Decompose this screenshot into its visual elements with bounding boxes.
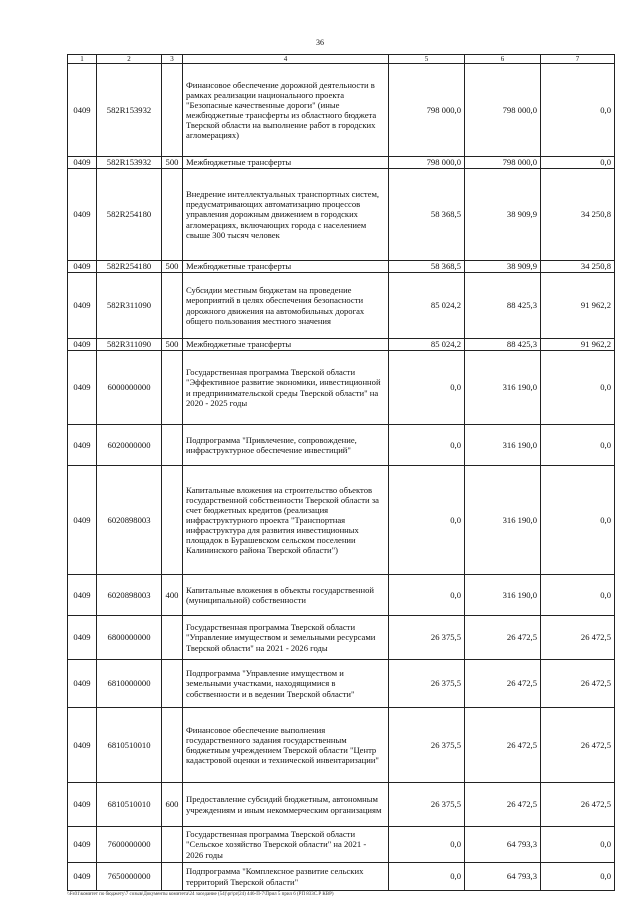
column-number: 7 <box>541 55 615 64</box>
amount-year3-cell: 0,0 <box>541 157 615 169</box>
amount-year3-cell: 26 472,5 <box>541 660 615 708</box>
amount-year2-cell: 26 472,5 <box>465 660 541 708</box>
section-code-cell: 0409 <box>68 339 97 351</box>
amount-year2-cell: 316 190,0 <box>465 351 541 425</box>
item-name-cell: Предоставление субсидий бюджетным, автономным учреждениям и иным некоммерческим организациям <box>183 783 389 827</box>
expense-type-cell: 500 <box>162 339 183 351</box>
column-number: 1 <box>68 55 97 64</box>
item-name-cell: Государственная программа Тверской области "Управление имуществом и земельными ресурсами Тверской области" на 2021 - 2026 годы <box>183 616 389 660</box>
section-code-cell: 0409 <box>68 616 97 660</box>
table-row <box>68 783 615 827</box>
table-row <box>68 169 615 261</box>
target-code-cell: 6020898003 <box>97 466 162 575</box>
amount-year2-cell: 26 472,5 <box>465 616 541 660</box>
target-code-cell: 6000000000 <box>97 351 162 425</box>
table-row <box>68 64 615 157</box>
amount-year3-cell: 0,0 <box>541 863 615 891</box>
amount-year3-cell: 0,0 <box>541 425 615 466</box>
section-code-cell: 0409 <box>68 169 97 261</box>
item-name-cell: Подпрограмма "Комплексное развитие сельских территорий Тверской области" <box>183 863 389 891</box>
amount-year3-cell: 91 962,2 <box>541 273 615 339</box>
amount-year2-cell: 88 425,3 <box>465 273 541 339</box>
target-code-cell: 6020898003 <box>97 575 162 616</box>
amount-year2-cell: 316 190,0 <box>465 466 541 575</box>
target-code-cell: 6810510010 <box>97 783 162 827</box>
amount-year3-cell: 0,0 <box>541 575 615 616</box>
section-code-cell: 0409 <box>68 425 97 466</box>
section-code-cell: 0409 <box>68 273 97 339</box>
expense-type-cell <box>162 351 183 425</box>
item-name-cell: Государственная программа Тверской области "Эффективное развитие экономики, инвестиционной и предпринимательской среды Тверской области" на 2020 - 2025 годы <box>183 351 389 425</box>
section-code-cell: 0409 <box>68 783 97 827</box>
expense-type-cell <box>162 827 183 863</box>
expense-type-cell: 500 <box>162 157 183 169</box>
section-code-cell: 0409 <box>68 863 97 891</box>
amount-year2-cell: 88 425,3 <box>465 339 541 351</box>
item-name-cell: Межбюджетные трансферты <box>183 261 389 273</box>
amount-year3-cell: 0,0 <box>541 827 615 863</box>
target-code-cell: 582R153932 <box>97 64 162 157</box>
target-code-cell: 6020000000 <box>97 425 162 466</box>
column-number: 4 <box>183 55 389 64</box>
expense-type-cell <box>162 708 183 783</box>
table-row <box>68 863 615 891</box>
item-name-cell: Финансовое обеспечение выполнения государственного задания государственным бюджетным учреждением Тверской области "Центр кадастровой оценки и технической инвентаризации" <box>183 708 389 783</box>
section-code-cell: 0409 <box>68 157 97 169</box>
amount-year1-cell: 58 368,5 <box>389 169 465 261</box>
amount-year1-cell: 26 375,5 <box>389 616 465 660</box>
amount-year2-cell: 26 472,5 <box>465 783 541 827</box>
amount-year1-cell: 0,0 <box>389 466 465 575</box>
amount-year1-cell: 85 024,2 <box>389 339 465 351</box>
amount-year2-cell: 38 909,9 <box>465 261 541 273</box>
section-code-cell: 0409 <box>68 708 97 783</box>
table-row <box>68 616 615 660</box>
item-name-cell: Капитальные вложения на строительство объектов государственной собственности Тверской области за счет бюджетных кредитов (реализация инфраструктурного проекта "Транспортная инфраструктура для развития инвестиционных площадок в Бурашевском сельском поселении Калининского района Тверской области") <box>183 466 389 575</box>
amount-year1-cell: 85 024,2 <box>389 273 465 339</box>
amount-year1-cell: 0,0 <box>389 863 465 891</box>
item-name-cell: Субсидии местным бюджетам на проведение мероприятий в целях обеспечения безопасности дорожного движения на автомобильных дорогах общего пользования местного значения <box>183 273 389 339</box>
section-code-cell: 0409 <box>68 575 97 616</box>
expense-type-cell <box>162 616 183 660</box>
expense-type-cell <box>162 466 183 575</box>
amount-year2-cell: 26 472,5 <box>465 708 541 783</box>
section-code-cell: 0409 <box>68 261 97 273</box>
page-number: 36 <box>316 38 324 47</box>
target-code-cell: 6810000000 <box>97 660 162 708</box>
table-row <box>68 466 615 575</box>
section-code-cell: 0409 <box>68 64 97 157</box>
target-code-cell: 6800000000 <box>97 616 162 660</box>
expense-type-cell: 400 <box>162 575 183 616</box>
item-name-cell: Финансовое обеспечение дорожной деятельности в рамках реализации национального проекта "Безопасные качественные дороги" (иные межбюджетные трансферты из областного бюджета Тверской области на выполнение работ в городских агломерациях) <box>183 64 389 157</box>
table-row <box>68 827 615 863</box>
amount-year3-cell: 0,0 <box>541 351 615 425</box>
item-name-cell: Внедрение интеллектуальных транспортных систем, предусматривающих автоматизацию процессов управления дорожным движением в городских агломерациях, включающих города с населением свыше 300 тысяч человек <box>183 169 389 261</box>
amount-year2-cell: 64 793,3 <box>465 827 541 863</box>
file-path-footer: \\Fs01\комитет по бюджету\7 созыв\Документы комитета\24 заседание (54)\pr\pr(24) 446-П-7\Прил 5 прил 6 (РП 833С.Р КВР) <box>67 892 334 897</box>
column-number: 6 <box>465 55 541 64</box>
amount-year3-cell: 0,0 <box>541 466 615 575</box>
column-number: 2 <box>97 55 162 64</box>
target-code-cell: 582R254180 <box>97 169 162 261</box>
target-code-cell: 582R311090 <box>97 339 162 351</box>
amount-year2-cell: 798 000,0 <box>465 157 541 169</box>
target-code-cell: 582R254180 <box>97 261 162 273</box>
amount-year1-cell: 0,0 <box>389 575 465 616</box>
amount-year3-cell: 26 472,5 <box>541 708 615 783</box>
section-code-cell: 0409 <box>68 660 97 708</box>
section-code-cell: 0409 <box>68 466 97 575</box>
item-name-cell: Государственная программа Тверской области "Сельское хозяйство Тверской области" на 2021 - 2026 годы <box>183 827 389 863</box>
target-code-cell: 6810510010 <box>97 708 162 783</box>
expense-type-cell: 500 <box>162 261 183 273</box>
amount-year2-cell: 798 000,0 <box>465 64 541 157</box>
amount-year3-cell: 26 472,5 <box>541 783 615 827</box>
table-row <box>68 261 615 273</box>
table-row <box>68 660 615 708</box>
budget-table <box>67 54 615 891</box>
column-number-row <box>68 55 615 64</box>
expense-type-cell <box>162 863 183 891</box>
amount-year3-cell: 26 472,5 <box>541 616 615 660</box>
item-name-cell: Капитальные вложения в объекты государственной (муниципальной) собственности <box>183 575 389 616</box>
target-code-cell: 582R311090 <box>97 273 162 339</box>
item-name-cell: Подпрограмма "Управление имуществом и земельными участками, находящимися в собственности и в ведении Тверской области" <box>183 660 389 708</box>
item-name-cell: Межбюджетные трансферты <box>183 339 389 351</box>
amount-year1-cell: 26 375,5 <box>389 783 465 827</box>
table-row <box>68 575 615 616</box>
expense-type-cell <box>162 169 183 261</box>
expense-type-cell <box>162 425 183 466</box>
expense-type-cell: 600 <box>162 783 183 827</box>
amount-year1-cell: 798 000,0 <box>389 157 465 169</box>
table-row <box>68 425 615 466</box>
target-code-cell: 7600000000 <box>97 827 162 863</box>
amount-year1-cell: 26 375,5 <box>389 708 465 783</box>
table-row <box>68 708 615 783</box>
target-code-cell: 582R153932 <box>97 157 162 169</box>
amount-year3-cell: 91 962,2 <box>541 339 615 351</box>
table-row <box>68 273 615 339</box>
amount-year1-cell: 0,0 <box>389 827 465 863</box>
amount-year3-cell: 0,0 <box>541 64 615 157</box>
column-number: 3 <box>162 55 183 64</box>
amount-year1-cell: 0,0 <box>389 351 465 425</box>
column-number: 5 <box>389 55 465 64</box>
section-code-cell: 0409 <box>68 351 97 425</box>
amount-year2-cell: 38 909,9 <box>465 169 541 261</box>
expense-type-cell <box>162 660 183 708</box>
expense-type-cell <box>162 273 183 339</box>
item-name-cell: Межбюджетные трансферты <box>183 157 389 169</box>
amount-year2-cell: 316 190,0 <box>465 575 541 616</box>
amount-year3-cell: 34 250,8 <box>541 261 615 273</box>
amount-year3-cell: 34 250,8 <box>541 169 615 261</box>
table-row <box>68 157 615 169</box>
amount-year1-cell: 0,0 <box>389 425 465 466</box>
table-row <box>68 351 615 425</box>
amount-year1-cell: 798 000,0 <box>389 64 465 157</box>
amount-year1-cell: 26 375,5 <box>389 660 465 708</box>
expense-type-cell <box>162 64 183 157</box>
amount-year2-cell: 316 190,0 <box>465 425 541 466</box>
target-code-cell: 7650000000 <box>97 863 162 891</box>
amount-year2-cell: 64 793,3 <box>465 863 541 891</box>
table-row <box>68 339 615 351</box>
amount-year1-cell: 58 368,5 <box>389 261 465 273</box>
item-name-cell: Подпрограмма "Привлечение, сопровождение, инфраструктурное обеспечение инвестиций" <box>183 425 389 466</box>
section-code-cell: 0409 <box>68 827 97 863</box>
